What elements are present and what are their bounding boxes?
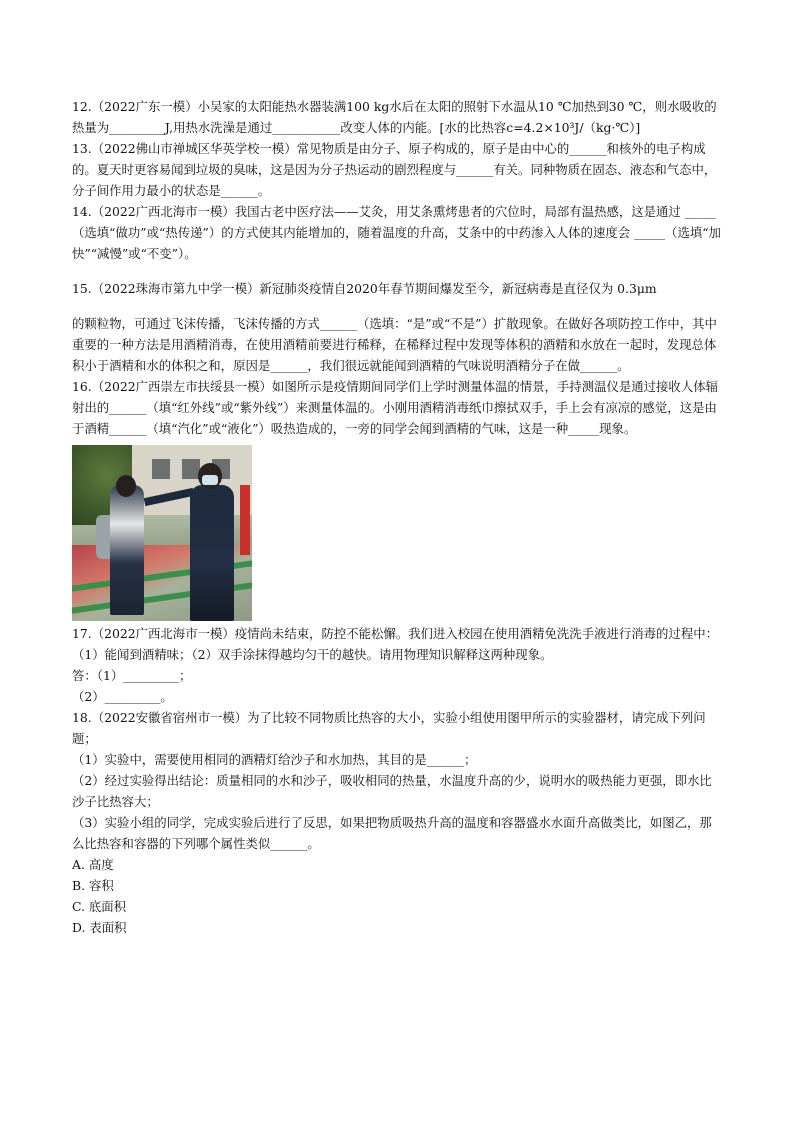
question-18-part-1: （1）实验中，需要使用相同的酒精灯给沙子和水加热，其目的是______； [72, 752, 477, 767]
question-18-part-3: （3）实验小组的同学，完成实验后进行了反思，如果把物质吸热升高的温度和容器盛水水面升高做类比，如图乙，那么比热容和容器的下列哪个属性类似______。 [72, 815, 712, 851]
question-18-part-2: （2）经过实验得出结论：质量相同的水和沙子，吸收相同的热量，水温度升高的少，说明水的吸热能力更强，即水比沙子比热容大； [72, 773, 712, 809]
question-17-sub: （1）能闻到酒精味；（2）双手涂抹得越均匀干的越快。请用物理知识解释这两种现象。 [72, 647, 553, 662]
temperature-check-photo [72, 445, 252, 621]
exam-page [72, 96, 722, 938]
question-17: 17.（2022广西北海市一模）疫情尚未结束，防控不能松懈。我们进入校园在使用酒精免洗洗手液进行消毒的过程中： [72, 626, 718, 641]
option-c: C. 底面积 [72, 899, 127, 914]
option-b: B. 容积 [72, 878, 114, 893]
question-15-body: 的颗粒物，可通过飞沫传播，飞沫传播的方式______（选填：“是”或“不是”）扩散现象。在做好各项防控工作中，其中重要的一种方法是用酒精消毒，在使用酒精前要进行稀释，在稀释过程中发现等体积的酒精和水放在一起时，发现总体积小于酒精和水的体积之和，原因是______，我们很远就能闻到酒精的气味说明酒精分子在做______。 [72, 316, 717, 373]
option-d: D. 表面积 [72, 920, 127, 935]
question-16: 16.（2022广西崇左市扶绥县一模）如图所示是疫情期间同学们上学时测量体温的情景，手持测温仪是通过接收人体辐射出的______（填“红外线”或“紫外线”）来测量体温的。小刚用酒精消毒纸巾擦拭双手，手上会有凉凉的感觉，这是由于酒精______（填“汽化”或“液化”）吸热造成的，一旁的同学会闻到酒精的气味，这是一种_____现象。 [72, 379, 718, 436]
question-18: 18.（2022安徽省宿州市一模）为了比较不同物质比热容的大小，实验小组使用图甲所示的实验器材，请完成下列问题； [72, 710, 706, 746]
question-14: 14.（2022广西北海市一模）我国古老中医疗法——艾灸，用艾条熏烤患者的穴位时，局部有温热感，这是通过 _____（选填“做功”或“热传递”）的方式使其内能增加的，随着温度的升高，艾条中的中药渗入人体的速度会 _____（选填“加快”“减慢”或“不变”）。 [72, 204, 721, 261]
option-a: A. 高度 [72, 857, 114, 872]
question-15-first-line: 15.（2022珠海市第九中学一模）新冠肺炎疫情自2020年春节期间爆发至今，新冠病毒是直径仅为 0.3μm [72, 281, 657, 296]
question-13: 13.（2022佛山市禅城区华英学校一模）常见物质是由分子、原子构成的，原子是由中心的______和核外的电子构成的。夏天时更容易闻到垃圾的臭味，这是因为分子热运动的剧烈程度与______有关。同种物质在固态、液态和气态中，分子间作用力最小的状态是______。 [72, 141, 717, 198]
question-17-answer-2: （2）_________。 [72, 689, 173, 704]
question-17-answer-1: 答：（1）_________； [72, 668, 192, 683]
question-12: 12.（2022广东一模）小吴家的太阳能热水器装满100 kg水后在太阳的照射下水温从10 ℃加热到30 ℃，则水吸收的热量为_________J,用热水洗澡是通过___________改变人体的内能。[水的比热容c=4.2×10³J/（kg·℃）] [72, 99, 717, 135]
